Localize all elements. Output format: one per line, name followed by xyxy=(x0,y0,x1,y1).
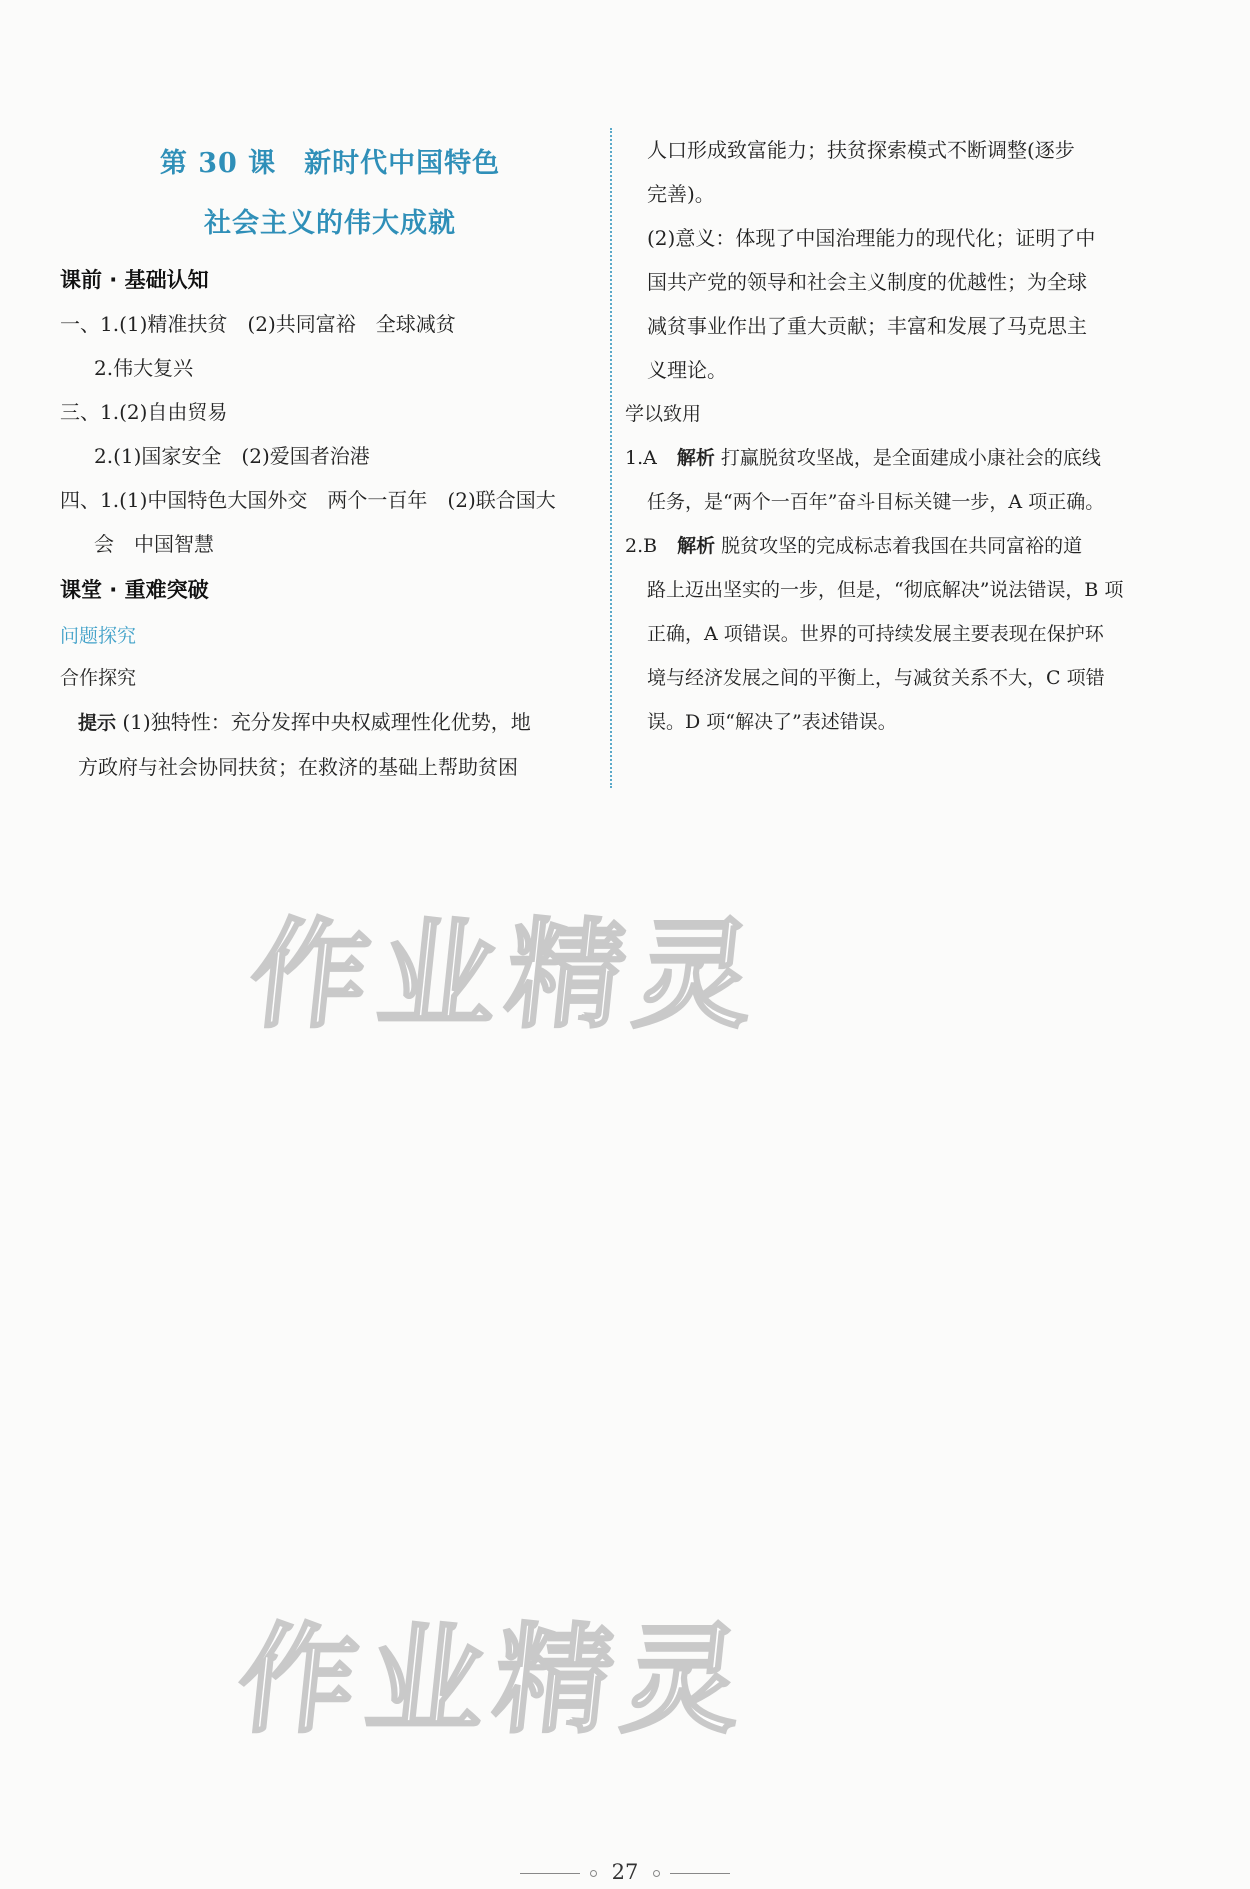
analysis-text: 误。D 项“解决了”表述错误。 xyxy=(647,711,897,733)
significance-text: 减贫事业作出了重大贡献；丰富和发展了马克思主 xyxy=(647,314,1087,338)
analysis-text: 任务，是“两个一百年”奋斗目标关键一步，A 项正确。 xyxy=(647,491,1105,513)
answer-line: 一、1.(1)精准扶贫 (2)共同富裕 全球减贫 xyxy=(60,312,456,336)
footer-dot xyxy=(653,1870,660,1877)
continued-text: 人口形成致富能力；扶贫探索模式不断调整(逐步 xyxy=(647,138,1075,162)
answer-number: 1.A xyxy=(625,447,657,469)
tip-paragraph xyxy=(60,700,600,745)
watermark: 作业精灵 xyxy=(243,906,771,1044)
right-column xyxy=(625,128,1165,744)
answer-line: 会 中国智慧 xyxy=(94,532,214,556)
section-heading-preclass: 课前 · 基础认知 xyxy=(60,268,209,292)
significance-text: 国共产党的领导和社会主义制度的优越性；为全球 xyxy=(647,270,1087,294)
footer-rule-right xyxy=(670,1873,730,1874)
page-number: 27 xyxy=(611,1860,639,1884)
answer-line: 2.(1)国家安全 (2)爱国者治港 xyxy=(94,444,370,468)
lesson-title-line1: 第 30 课 新时代中国特色 xyxy=(159,148,501,179)
analysis-text: 打赢脱贫攻坚战，是全面建成小康社会的底线 xyxy=(720,447,1101,469)
tip-text-line2: 方政府与社会协同扶贫；在救济的基础上帮助贫困 xyxy=(78,755,518,779)
footer-dot xyxy=(590,1870,597,1877)
section-heading-inclass: 课堂 · 重难突破 xyxy=(60,578,209,602)
lesson-title-line2: 社会主义的伟大成就 xyxy=(204,208,456,239)
analysis-text: 正确，A 项错误。世界的可持续发展主要表现在保护环 xyxy=(647,623,1104,645)
analysis-label: 解析 xyxy=(676,447,715,469)
subheading-apply: 学以致用 xyxy=(625,403,702,425)
answer-item-1 xyxy=(625,436,1165,480)
analysis-label: 解析 xyxy=(677,535,716,557)
answer-item-2 xyxy=(625,524,1165,568)
subheading-cooperative-inquiry: 合作探究 xyxy=(60,667,137,689)
tip-text-line1: (1)独特性：充分发挥中央权威理性化优势，地 xyxy=(122,710,531,734)
continued-text: 完善)。 xyxy=(647,182,715,206)
footer-rule-left xyxy=(520,1873,580,1874)
subheading-problem-inquiry: 问题探究 xyxy=(60,625,137,647)
left-column xyxy=(60,140,600,789)
analysis-text: 脱贫攻坚的完成标志着我国在共同富裕的道 xyxy=(721,535,1083,557)
answer-line: 2.伟大复兴 xyxy=(94,356,194,380)
page-footer xyxy=(0,1860,1250,1884)
significance-text: 义理论。 xyxy=(647,358,727,382)
answer-line: 三、1.(2)自由贸易 xyxy=(60,400,228,424)
analysis-text: 境与经济发展之间的平衡上，与减贫关系不大，C 项错 xyxy=(647,667,1105,689)
tip-label: 提示 xyxy=(78,712,117,734)
answer-line: 四、1.(1)中国特色大国外交 两个一百年 (2)联合国大 xyxy=(60,488,556,512)
watermark: 作业精灵 xyxy=(231,1611,759,1749)
significance-text: (2)意义：体现了中国治理能力的现代化；证明了中 xyxy=(647,226,1096,250)
analysis-text: 路上迈出坚实的一步，但是，“彻底解决”说法错误，B 项 xyxy=(647,579,1124,601)
column-divider xyxy=(610,128,612,788)
answer-number: 2.B xyxy=(625,535,658,557)
